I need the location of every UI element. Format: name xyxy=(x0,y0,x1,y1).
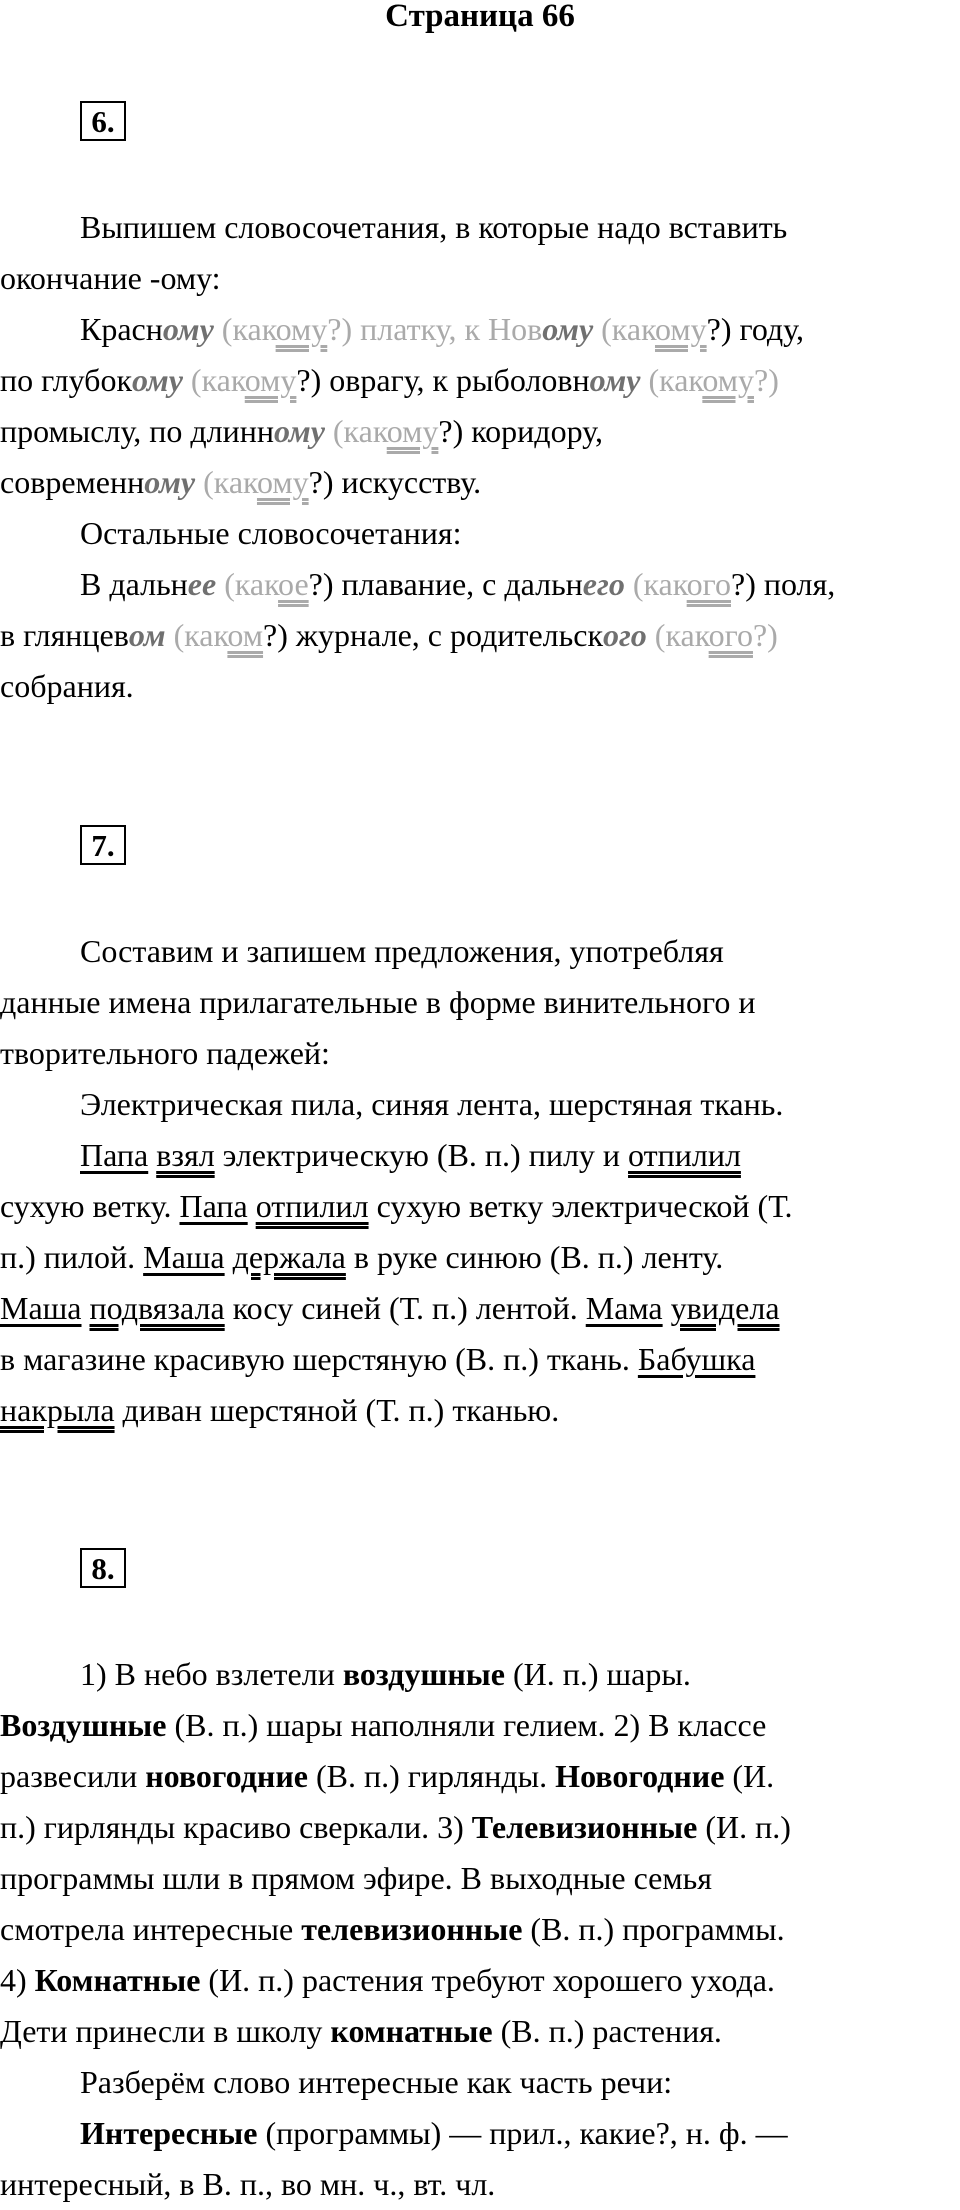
text-line: п.) пилой. Маша держала в руке синюю (В. п.) ленту. xyxy=(0,1239,724,1275)
text-line: творительного падежей: xyxy=(0,1035,330,1071)
text-line: в магазине красивую шерстяную (В. п.) ткань. Бабушка xyxy=(0,1341,756,1377)
text-line: Составим и запишем предложения, употребляя xyxy=(80,933,724,969)
text-line: Электрическая пила, синяя лента, шерстяная ткань. xyxy=(80,1086,784,1122)
text-line: накрыла диван шерстяной (Т. п.) тканью. xyxy=(0,1392,560,1428)
text-line: Выпишем словосочетания, в которые надо вставить xyxy=(80,209,788,245)
text-line: промыслу, по длинному (какому?) коридору, xyxy=(0,413,603,449)
text-line: Интересные (программы) — прил., какие?, н. ф. — xyxy=(80,2115,788,2151)
text-line: п.) гирлянды красиво сверкали. 3) Телевизионные (И. п.) xyxy=(0,1809,791,1845)
text-line: Дети принесли в школу комнатные (В. п.) растения. xyxy=(0,2013,722,2049)
text-line: сухую ветку. Папа отпилил сухую ветку электрической (Т. xyxy=(0,1188,793,1224)
text-line: программы шли в прямом эфире. В выходные семья xyxy=(0,1860,712,1896)
text-line: Разберём слово интересные как часть речи: xyxy=(80,2064,673,2100)
task-8-text xyxy=(0,1649,960,2210)
task-6-number: 6. xyxy=(80,101,126,141)
text-line: Маша подвязала косу синей (Т. п.) лентой. Мама увидела xyxy=(0,1290,780,1326)
page-title: Страница 66 xyxy=(385,0,575,34)
task-6-text xyxy=(0,202,960,712)
text-line: в глянцевом (каком?) журнале, с родительского (какого?) xyxy=(0,617,778,653)
text-line: современному (какому?) искусству. xyxy=(0,464,482,500)
text-line: смотрела интересные телевизионные (В. п.) программы. xyxy=(0,1911,785,1947)
text-line: Папа взял электрическую (В. п.) пилу и отпилил xyxy=(80,1137,741,1173)
task-7-number: 7. xyxy=(80,825,126,865)
task-7-text xyxy=(0,926,960,1436)
text-line: Остальные словосочетания: xyxy=(80,515,462,551)
text-line: Воздушные (В. п.) шары наполняли гелием. 2) В классе xyxy=(0,1707,767,1743)
text-line: собрания. xyxy=(0,668,134,704)
text-line: по глубокому (какому?) оврагу, к рыболовному (какому?) xyxy=(0,362,779,398)
text-line: Красному (какому?) платку, к Новому (какому?) году, xyxy=(80,311,804,347)
text-line: интересный, в В. п., во мн. ч., вт. чл. xyxy=(0,2166,496,2202)
text-line: окончание -ому: xyxy=(0,260,221,296)
text-line: 4) Комнатные (И. п.) растения требуют хорошего ухода. xyxy=(0,1962,775,1998)
text-line: развесили новогодние (В. п.) гирлянды. Новогодние (И. xyxy=(0,1758,775,1794)
text-line: данные имена прилагательные в форме винительного и xyxy=(0,984,756,1020)
text-line: 1) В небо взлетели воздушные (И. п.) шары. xyxy=(80,1656,691,1692)
task-8-number: 8. xyxy=(80,1548,126,1588)
text-line: В дальнее (какое?) плавание, с дальнего (какого?) поля, xyxy=(80,566,836,602)
